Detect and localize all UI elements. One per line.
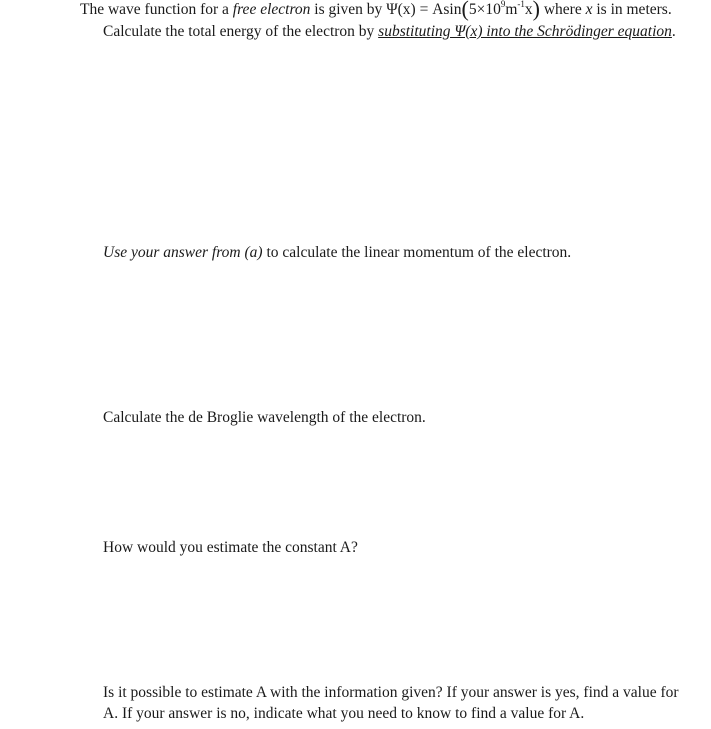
equation-open-paren: (	[461, 0, 469, 21]
equation-unit: m	[505, 1, 518, 18]
free-electron-term: free electron	[232, 1, 311, 18]
equation-func: Asin	[432, 1, 462, 18]
equation-close-paren: )	[532, 0, 540, 21]
equation-equals: =	[415, 1, 433, 18]
equation-coefficient: 5×10	[468, 1, 501, 18]
intro-where: where	[539, 1, 586, 18]
question-e-line-2: A. If your answer is no, indicate what you need to know to find a value for A.	[103, 705, 585, 722]
equation-unit-exponent: -1	[517, 0, 525, 9]
question-b-rest: to calculate the linear momentum of the electron.	[262, 244, 572, 261]
question-a-suffix: .	[671, 23, 676, 40]
problem-intro	[80, 0, 672, 20]
question-e-line-1: Is it possible to estimate A with the information given? If your answer is yes, find a value for	[103, 684, 679, 701]
question-a-underlined-method: substituting Ψ(x) into the Schrödinger equation	[378, 23, 672, 40]
intro-prefix: The wave function for a	[80, 1, 233, 18]
question-a	[103, 22, 676, 42]
intro-x-variable: x	[585, 1, 593, 18]
question-d: How would you estimate the constant A?	[103, 539, 358, 556]
question-c: Calculate the de Broglie wavelength of the electron.	[103, 409, 426, 426]
equation-exponent: 9	[500, 0, 506, 9]
intro-given-by: is given by	[310, 1, 387, 18]
question-a-prefix: Calculate the total energy of the electron by	[103, 23, 379, 40]
equation-variable: x	[524, 1, 533, 18]
question-b	[103, 243, 571, 263]
wave-function-equation	[386, 0, 540, 21]
intro-suffix: is in meters.	[592, 1, 672, 18]
question-b-italic: Use your answer from (a)	[103, 244, 263, 261]
equation-lhs: Ψ(x)	[386, 1, 416, 18]
